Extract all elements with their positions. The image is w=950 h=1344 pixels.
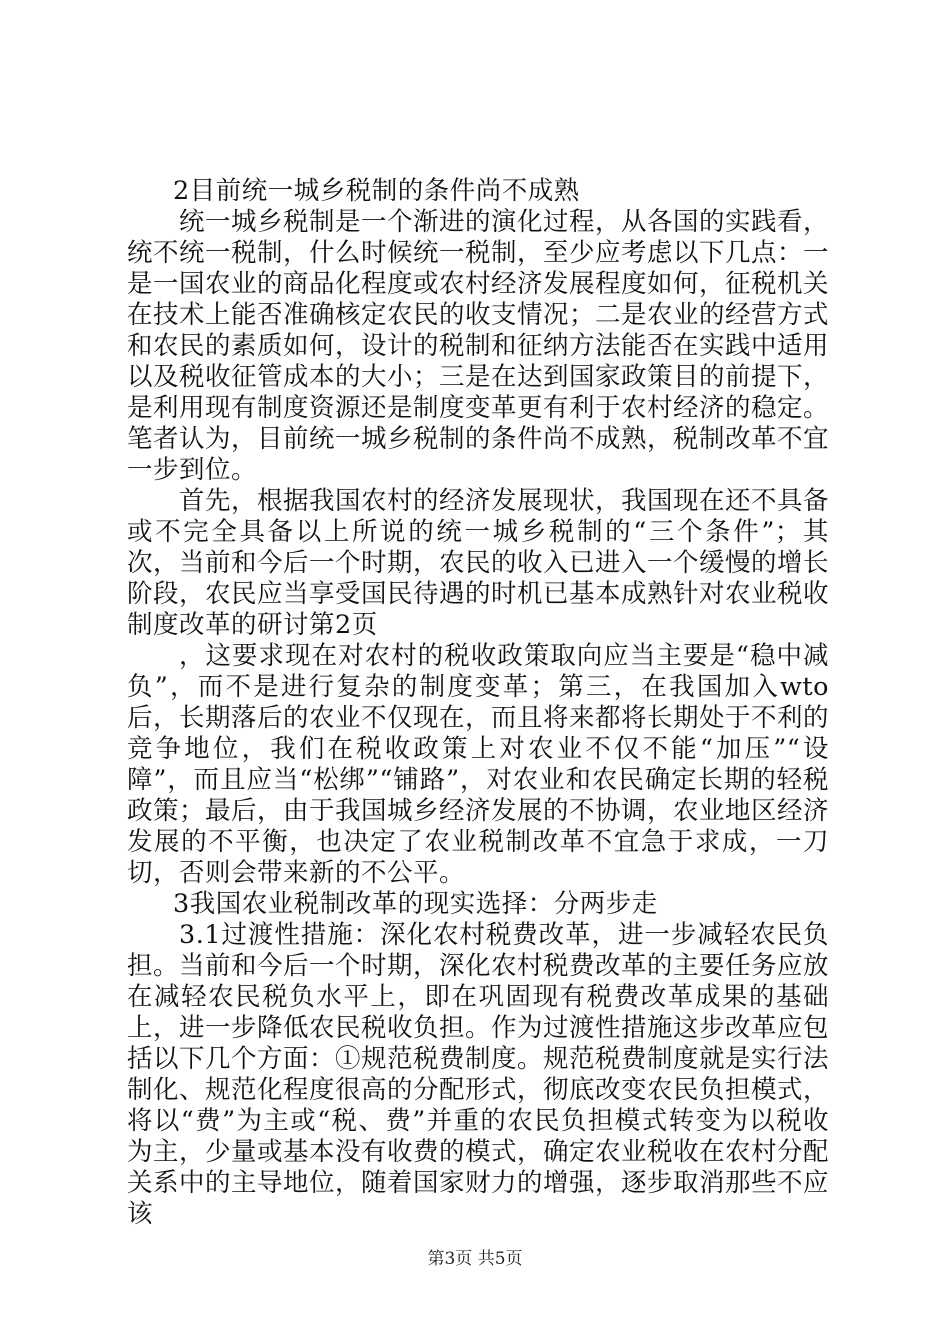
section-heading-3: 3我国农业税制改革的现实选择：分两步走: [173, 889, 658, 919]
page-footer: 第3页 共5页: [427, 1249, 523, 1269]
document-body: [127, 176, 829, 1230]
section-heading-2: 2目前统一城乡税制的条件尚不成熟: [173, 176, 580, 206]
paragraph-transitional-measures: 3.1过渡性措施：深化农村税费改革，进一步减轻农民负担。当前和今后一个时期，深化农村税费改革的主要任务应放在减轻农民税负水平上，即在巩固现有税费改革成果的基础上，进一步降低农民税收负担。作为过渡性措施这步改革应包括以下几个方面：①规范税费制度。规范税费制度就是实行法制化、规范化程度很高的分配形式，彻底改变农民负担模式，将以“费”为主或“税、费”并重的农民负担模式转变为以税收为主，少量或基本没有收费的模式，确定农业税收在农村分配关系中的主导地位，随着国家财力的增强，逐步取消那些不应该: [127, 920, 830, 1229]
paragraph-continued: ，这要求现在对农村的税收政策取向应当主要是“稳中减负”，而不是进行复杂的制度变革；第三，在我国加入wto后，长期落后的农业不仅现在，而且将来都将长期处于不利的竞争地位，我们在税收政策上对农业不仅不能“加压”“设障”，而且应当“松绑”“铺路”，对农业和农民确定长期的轻税政策；最后，由于我国城乡经济发展的不协调，农业地区经济发展的不平衡，也决定了农业税制改革不宜急于求成，一刀切，否则会带来新的不公平。: [127, 641, 830, 888]
paragraph-conditions: 统一城乡税制是一个渐进的演化过程，从各国的实践看，统不统一税制，什么时候统一税制，至少应考虑以下几点：一是一国农业的商品化程度或农村经济发展程度如何，征税机关在技术上能否准确核定农民的收支情况；二是农业的经营方式和农民的素质如何，设计的税制和征纳方法能否在实践中适用以及税收征管成本的大小；三是在达到国家政策目的前提下，是利用现有制度资源还是制度变革更有利于农村经济的稳定。笔者认为，目前统一城乡税制的条件尚不成熟，税制改革不宜一步到位。: [127, 207, 830, 485]
paragraph-first-reason: 首先，根据我国农村的经济发展现状，我国现在还不具备或不完全具备以上所说的统一城乡税制的“三个条件”；其次，当前和今后一个时期，农民的收入已进入一个缓慢的增长阶段，农民应当享受国民待遇的时机已基本成熟针对农业税收制度改革的研讨第2页: [127, 486, 830, 640]
